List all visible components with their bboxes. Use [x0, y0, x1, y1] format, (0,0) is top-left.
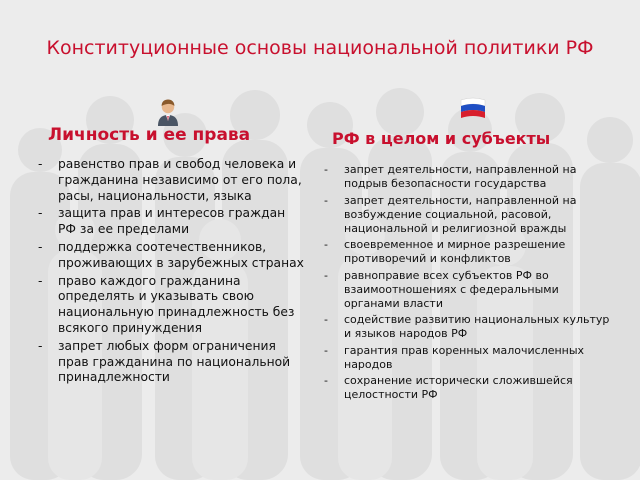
list-item: - запрет деятельности, направленной на подрыв безопасности государства [322, 163, 610, 191]
list-item: - поддержка соотечественников, проживающих в зарубежных странах [36, 240, 306, 272]
list-item: - запрет деятельности, направленной на возбуждение социальной, расовой, национальной и религиозной вражды [322, 194, 610, 236]
list-item: - защита прав и интересов граждан РФ за ее пределами [36, 206, 306, 238]
list-item: - содействие развитию национальных культур и языков народов РФ [322, 313, 610, 341]
left-principles-list [36, 157, 306, 388]
left-column-heading: Личность и ее права [48, 125, 251, 145]
person-avatar-icon [156, 98, 180, 126]
page-title: Конституционные основы национальной политики РФ [46, 37, 594, 59]
right-column-heading: РФ в целом и субъекты [332, 129, 551, 148]
list-item: - сохранение исторически сложившейся целостности РФ [322, 374, 610, 402]
right-principles-list [322, 163, 610, 405]
list-item: - своевременное и мирное разрешение противоречий и конфликтов [322, 238, 610, 266]
list-item: - запрет любых форм ограничения прав гражданина по национальной принадлежности [36, 339, 306, 386]
list-item: - гарантия прав коренных малочисленных народов [322, 344, 610, 372]
russian-flag-icon [459, 96, 487, 122]
list-item: - право каждого гражданина определять и указывать свою национальную принадлежность без всякого принуждения [36, 274, 306, 337]
list-item: - равенство прав и свобод человека и гражданина независимо от его пола, расы, национальности, языка [36, 157, 306, 204]
list-item: - равноправие всех субъектов РФ во взаимоотношениях с федеральными органами власти [322, 269, 610, 311]
